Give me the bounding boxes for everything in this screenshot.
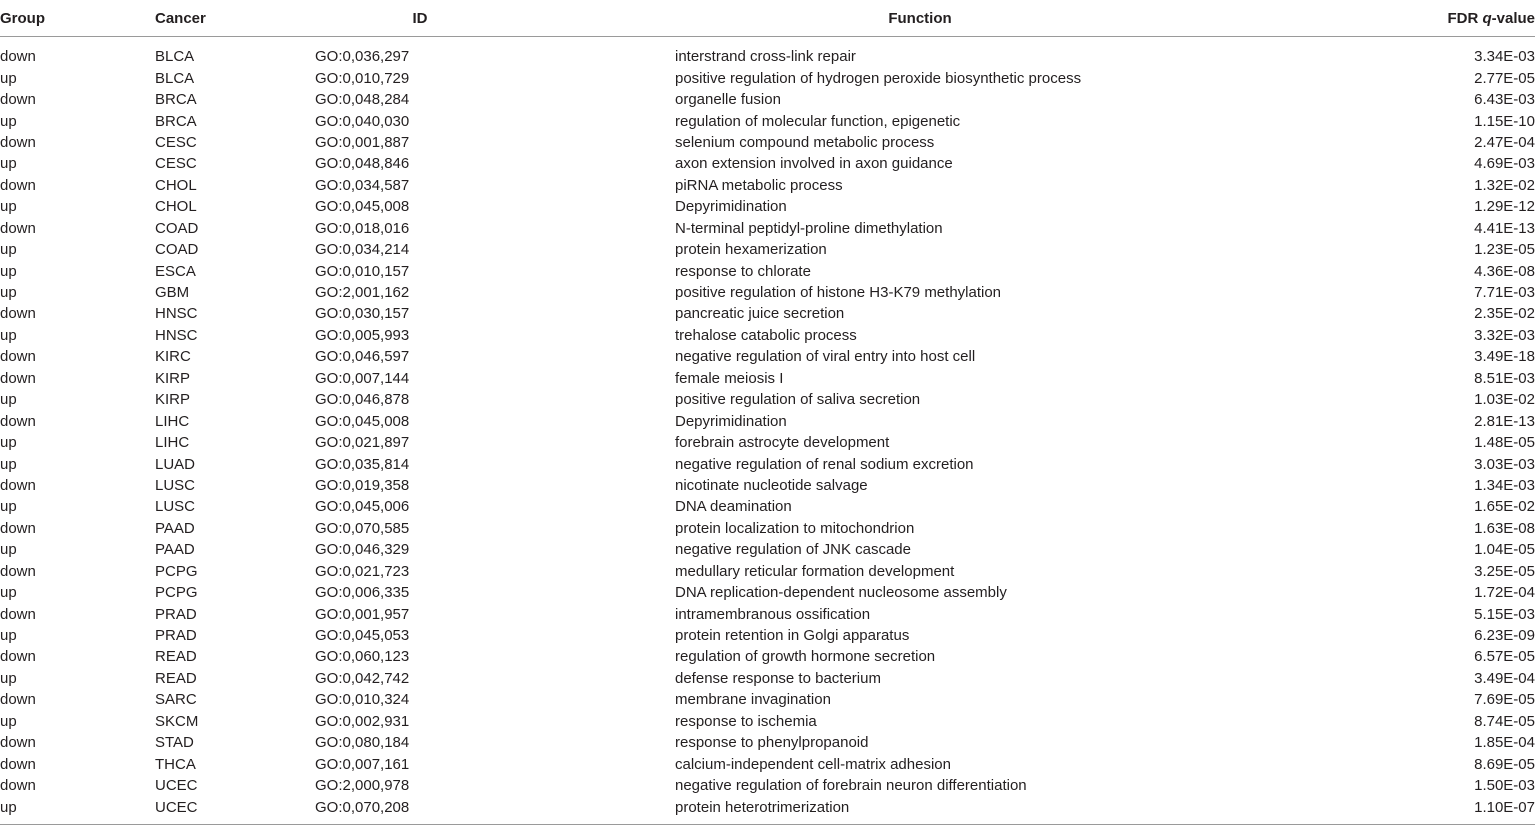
cell-cancer: PRAD xyxy=(155,605,197,623)
cell-cancer: PCPG xyxy=(155,562,198,580)
cell-fdr-q-value: 8.74E-05 xyxy=(1474,712,1535,730)
cell-go-id: GO:0,010,157 xyxy=(315,262,410,280)
cell-go-id: GO:0,034,214 xyxy=(315,241,410,259)
cell-function: DNA deamination xyxy=(675,498,792,516)
table-row xyxy=(0,346,1535,367)
cell-function: response to ischemia xyxy=(675,712,817,730)
cell-cancer: GBM xyxy=(155,284,190,302)
table-row xyxy=(0,175,1535,196)
cell-fdr-q-value: 4.69E-03 xyxy=(1474,155,1535,173)
cell-function: protein localization to mitochondrion xyxy=(675,519,915,537)
table-body xyxy=(0,37,1535,825)
table-row xyxy=(0,368,1535,389)
cell-fdr-q-value: 2.35E-02 xyxy=(1474,305,1535,323)
cell-function: nicotinate nucleotide salvage xyxy=(675,476,868,494)
cell-group: down xyxy=(0,91,36,109)
table-row xyxy=(0,561,1535,582)
cell-cancer: COAD xyxy=(155,219,199,237)
cell-cancer: CESC xyxy=(155,155,197,173)
cell-cancer: LUSC xyxy=(155,498,196,516)
cell-fdr-q-value: 3.03E-03 xyxy=(1474,455,1535,473)
cell-fdr-q-value: 7.69E-05 xyxy=(1474,691,1535,709)
cell-function: protein heterotrimerization xyxy=(675,798,850,816)
table-row xyxy=(0,689,1535,710)
table-row xyxy=(0,325,1535,346)
cell-fdr-q-value: 6.57E-05 xyxy=(1474,648,1535,666)
table-row xyxy=(0,282,1535,303)
cell-cancer: SARC xyxy=(155,691,197,709)
cell-go-id: GO:0,046,597 xyxy=(315,348,410,366)
cell-group: down xyxy=(0,219,36,237)
table-row xyxy=(0,260,1535,281)
cell-fdr-q-value: 1.63E-08 xyxy=(1474,519,1535,537)
table-row xyxy=(0,239,1535,260)
cell-go-id: GO:0,018,016 xyxy=(315,219,410,237)
cell-function: defense response to bacterium xyxy=(675,669,881,687)
cell-function: negative regulation of renal sodium excretion xyxy=(675,455,974,473)
cell-fdr-q-value: 3.32E-03 xyxy=(1474,326,1535,344)
cell-group: down xyxy=(0,691,36,709)
cell-function: DNA replication-dependent nucleosome assembly xyxy=(675,584,1007,602)
table-row xyxy=(0,775,1535,796)
cell-go-id: GO:0,035,814 xyxy=(315,455,410,473)
table-row xyxy=(0,539,1535,560)
cell-cancer: KIRP xyxy=(155,369,191,387)
cell-go-id: GO:0,070,585 xyxy=(315,519,410,537)
cell-cancer: SKCM xyxy=(155,712,199,730)
cell-cancer: LIHC xyxy=(155,412,190,430)
cell-group: down xyxy=(0,562,36,580)
cell-cancer: HNSC xyxy=(155,326,198,344)
cell-go-id: GO:0,010,729 xyxy=(315,69,410,87)
cell-group: up xyxy=(0,198,17,216)
cell-fdr-q-value: 1.15E-10 xyxy=(1474,112,1535,130)
table-row xyxy=(0,518,1535,539)
cell-group: up xyxy=(0,712,17,730)
cell-fdr-q-value: 4.41E-13 xyxy=(1474,219,1535,237)
cell-function: female meiosis I xyxy=(675,369,784,387)
cell-cancer: READ xyxy=(155,669,197,687)
cell-fdr-q-value: 1.23E-05 xyxy=(1474,241,1535,259)
cell-cancer: PCPG xyxy=(155,584,198,602)
table-row xyxy=(0,453,1535,474)
table-row xyxy=(0,732,1535,753)
cell-go-id: GO:0,001,957 xyxy=(315,605,410,623)
cell-function: negative regulation of JNK cascade xyxy=(675,541,911,559)
table-row xyxy=(0,796,1535,824)
cell-group: up xyxy=(0,155,17,173)
cell-group: up xyxy=(0,455,17,473)
cell-go-id: GO:2,001,162 xyxy=(315,284,410,302)
cell-go-id: GO:0,046,329 xyxy=(315,541,410,559)
cell-group: up xyxy=(0,69,17,87)
cell-function: protein hexamerization xyxy=(675,241,827,259)
cell-group: up xyxy=(0,434,17,452)
cell-cancer: CESC xyxy=(155,133,197,151)
cell-function: axon extension involved in axon guidance xyxy=(675,155,953,173)
cell-group: down xyxy=(0,476,36,494)
header-fdr-prefix: FDR xyxy=(1447,9,1483,27)
cell-group: up xyxy=(0,798,17,816)
cell-go-id: GO:0,060,123 xyxy=(315,648,410,666)
cell-group: down xyxy=(0,734,36,752)
cell-function: selenium compound metabolic process xyxy=(675,133,935,151)
cell-group: up xyxy=(0,241,17,259)
cell-cancer: LUAD xyxy=(155,455,196,473)
cell-group: up xyxy=(0,262,17,280)
cell-function: positive regulation of saliva secretion xyxy=(675,391,921,409)
cell-fdr-q-value: 1.48E-05 xyxy=(1474,434,1535,452)
cell-cancer: BRCA xyxy=(155,91,197,109)
table-row xyxy=(0,475,1535,496)
cell-function: piRNA metabolic process xyxy=(675,176,843,194)
cell-cancer: UCEC xyxy=(155,798,198,816)
cell-go-id: GO:0,019,358 xyxy=(315,476,410,494)
cell-group: up xyxy=(0,584,17,602)
cell-fdr-q-value: 1.03E-02 xyxy=(1474,391,1535,409)
cell-function: regulation of molecular function, epigenetic xyxy=(675,112,961,130)
table-row xyxy=(0,389,1535,410)
cell-group: down xyxy=(0,348,36,366)
header-fdr-suffix: -value xyxy=(1491,9,1535,27)
cell-go-id: GO:0,021,723 xyxy=(315,562,410,580)
cell-fdr-q-value: 8.51E-03 xyxy=(1474,369,1535,387)
cell-go-id: GO:0,040,030 xyxy=(315,112,410,130)
table-row xyxy=(0,753,1535,774)
cell-cancer: LUSC xyxy=(155,476,196,494)
cell-function: membrane invagination xyxy=(675,691,831,709)
table-row xyxy=(0,132,1535,153)
cell-function: calcium-independent cell-matrix adhesion xyxy=(675,755,951,773)
header-id: ID xyxy=(412,9,428,27)
cell-cancer: COAD xyxy=(155,241,199,259)
cell-function: protein retention in Golgi apparatus xyxy=(675,627,910,645)
cell-fdr-q-value: 1.85E-04 xyxy=(1474,734,1535,752)
cell-go-id: GO:0,021,897 xyxy=(315,434,410,452)
table-row xyxy=(0,496,1535,517)
cell-function: negative regulation of forebrain neuron differentiation xyxy=(675,777,1027,795)
cell-go-id: GO:0,070,208 xyxy=(315,798,410,816)
table-row xyxy=(0,646,1535,667)
cell-go-id: GO:0,045,008 xyxy=(315,412,410,430)
cell-function: trehalose catabolic process xyxy=(675,326,857,344)
cell-group: down xyxy=(0,305,36,323)
table-row xyxy=(0,218,1535,239)
cell-function: positive regulation of histone H3-K79 methylation xyxy=(675,284,1002,302)
cell-fdr-q-value: 1.72E-04 xyxy=(1474,584,1535,602)
cell-group: down xyxy=(0,755,36,773)
cell-function: N-terminal peptidyl-proline dimethylation xyxy=(675,219,943,237)
cell-group: up xyxy=(0,112,17,130)
table-row xyxy=(0,582,1535,603)
cell-function: interstrand cross-link repair xyxy=(675,48,856,66)
table-row xyxy=(0,67,1535,88)
table-row xyxy=(0,37,1535,68)
cell-go-id: GO:0,007,161 xyxy=(315,755,410,773)
cell-fdr-q-value: 2.47E-04 xyxy=(1474,133,1535,151)
cell-fdr-q-value: 1.04E-05 xyxy=(1474,541,1535,559)
cell-fdr-q-value: 3.49E-04 xyxy=(1474,669,1535,687)
cell-go-id: GO:0,030,157 xyxy=(315,305,410,323)
table-row xyxy=(0,303,1535,324)
cell-function: organelle fusion xyxy=(675,91,781,109)
cell-group: down xyxy=(0,777,36,795)
table-row xyxy=(0,432,1535,453)
cell-go-id: GO:0,080,184 xyxy=(315,734,410,752)
cell-go-id: GO:0,045,008 xyxy=(315,198,410,216)
table-row xyxy=(0,89,1535,110)
cell-group: down xyxy=(0,648,36,666)
table-row xyxy=(0,153,1535,174)
cell-group: up xyxy=(0,669,17,687)
cell-cancer: PRAD xyxy=(155,627,197,645)
cell-group: up xyxy=(0,498,17,516)
cell-function: intramembranous ossification xyxy=(675,605,871,623)
cell-go-id: GO:0,034,587 xyxy=(315,176,410,194)
cell-group: up xyxy=(0,284,17,302)
table-row xyxy=(0,668,1535,689)
cell-go-id: GO:0,005,993 xyxy=(315,326,410,344)
cell-go-id: GO:2,000,978 xyxy=(315,777,410,795)
cell-group: up xyxy=(0,391,17,409)
cell-group: down xyxy=(0,412,36,430)
cell-group: down xyxy=(0,605,36,623)
header-cancer: Cancer xyxy=(155,9,206,27)
table-row xyxy=(0,110,1535,131)
cell-function: positive regulation of hydrogen peroxide biosynthetic process xyxy=(675,69,1082,87)
cell-cancer: STAD xyxy=(155,734,194,752)
cell-fdr-q-value: 3.25E-05 xyxy=(1474,562,1535,580)
cell-fdr-q-value: 5.15E-03 xyxy=(1474,605,1535,623)
cell-group: up xyxy=(0,326,17,344)
cell-function: negative regulation of viral entry into host cell xyxy=(675,348,976,366)
cell-go-id: GO:0,036,297 xyxy=(315,48,410,66)
cell-group: down xyxy=(0,176,36,194)
cell-group: up xyxy=(0,627,17,645)
table-row xyxy=(0,711,1535,732)
cell-cancer: READ xyxy=(155,648,197,666)
cell-group: down xyxy=(0,48,36,66)
cell-cancer: KIRP xyxy=(155,391,191,409)
cell-fdr-q-value: 3.49E-18 xyxy=(1474,348,1535,366)
cell-cancer: BRCA xyxy=(155,112,197,130)
cell-cancer: CHOL xyxy=(155,198,197,216)
cell-go-id: GO:0,006,335 xyxy=(315,584,410,602)
cell-fdr-q-value: 4.36E-08 xyxy=(1474,262,1535,280)
cell-go-id: GO:0,045,053 xyxy=(315,627,410,645)
cell-function: regulation of growth hormone secretion xyxy=(675,648,936,666)
table-row xyxy=(0,625,1535,646)
cell-fdr-q-value: 1.29E-12 xyxy=(1474,198,1535,216)
header-row xyxy=(0,0,1535,37)
cell-go-id: GO:0,010,324 xyxy=(315,691,410,709)
cell-go-id: GO:0,048,846 xyxy=(315,155,410,173)
cell-function: medullary reticular formation development xyxy=(675,562,955,580)
header-function: Function xyxy=(888,9,952,27)
cell-cancer: KIRC xyxy=(155,348,191,366)
table-row xyxy=(0,410,1535,431)
cell-cancer: LIHC xyxy=(155,434,190,452)
cell-function: Depyrimidination xyxy=(675,412,787,430)
cell-cancer: BLCA xyxy=(155,69,195,87)
cell-fdr-q-value: 8.69E-05 xyxy=(1474,755,1535,773)
cell-go-id: GO:0,001,887 xyxy=(315,133,410,151)
cell-fdr-q-value: 6.43E-03 xyxy=(1474,91,1535,109)
cell-fdr-q-value: 6.23E-09 xyxy=(1474,627,1535,645)
table-header xyxy=(0,0,1535,37)
cell-cancer: ESCA xyxy=(155,262,196,280)
header-fdr-q: q xyxy=(1482,9,1492,27)
cell-function: forebrain astrocyte development xyxy=(675,434,890,452)
cell-group: down xyxy=(0,519,36,537)
cell-cancer: UCEC xyxy=(155,777,198,795)
cell-go-id: GO:0,007,144 xyxy=(315,369,410,387)
cell-cancer: THCA xyxy=(155,755,196,773)
cell-group: up xyxy=(0,541,17,559)
cell-fdr-q-value: 1.34E-03 xyxy=(1474,476,1535,494)
table-row xyxy=(0,603,1535,624)
table-row xyxy=(0,196,1535,217)
cell-function: Depyrimidination xyxy=(675,198,787,216)
cell-cancer: HNSC xyxy=(155,305,198,323)
cell-cancer: BLCA xyxy=(155,48,195,66)
cell-cancer: PAAD xyxy=(155,541,195,559)
cell-function: response to phenylpropanoid xyxy=(675,734,869,752)
cell-fdr-q-value: 1.50E-03 xyxy=(1474,777,1535,795)
cell-cancer: PAAD xyxy=(155,519,195,537)
cell-fdr-q-value: 1.10E-07 xyxy=(1474,798,1535,816)
cell-fdr-q-value: 2.81E-13 xyxy=(1474,412,1535,430)
cell-fdr-q-value: 3.34E-03 xyxy=(1474,48,1535,66)
cell-function: pancreatic juice secretion xyxy=(675,305,845,323)
cell-go-id: GO:0,042,742 xyxy=(315,669,410,687)
cell-fdr-q-value: 7.71E-03 xyxy=(1474,284,1535,302)
cell-go-id: GO:0,045,006 xyxy=(315,498,410,516)
cell-group: down xyxy=(0,133,36,151)
cell-fdr-q-value: 2.77E-05 xyxy=(1474,69,1535,87)
cell-function: response to chlorate xyxy=(675,262,811,280)
cell-go-id: GO:0,048,284 xyxy=(315,91,410,109)
cell-cancer: CHOL xyxy=(155,176,197,194)
cell-group: down xyxy=(0,369,36,387)
cell-fdr-q-value: 1.32E-02 xyxy=(1474,176,1535,194)
cell-go-id: GO:0,046,878 xyxy=(315,391,410,409)
header-fdr-q-value xyxy=(1405,0,1535,37)
cell-go-id: GO:0,002,931 xyxy=(315,712,410,730)
cell-fdr-q-value: 1.65E-02 xyxy=(1474,498,1535,516)
header-group: Group xyxy=(0,9,45,27)
